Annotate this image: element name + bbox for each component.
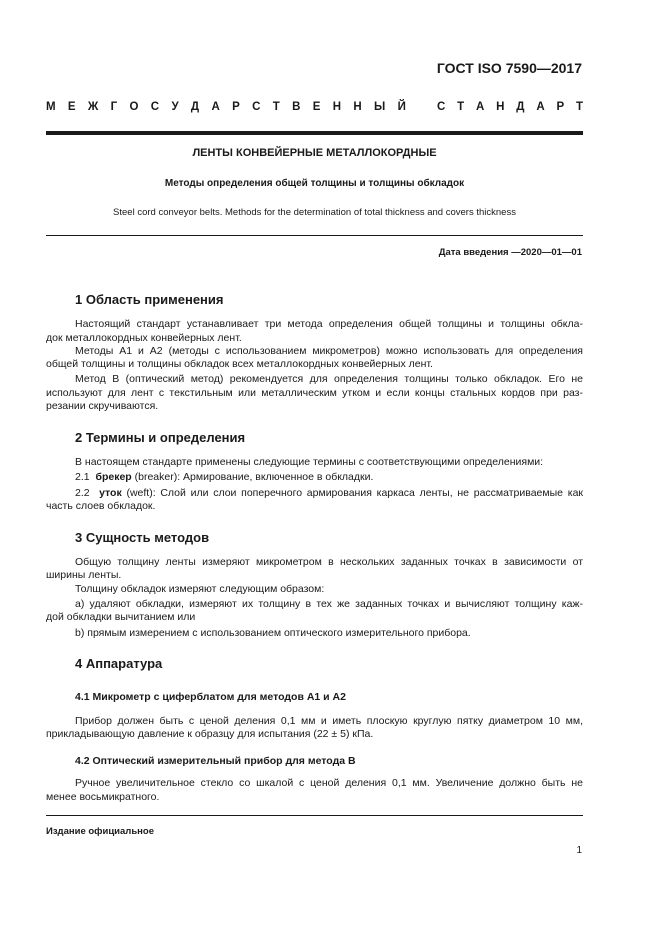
doc-type-letter: С	[252, 101, 261, 113]
s1-line-1: Настоящий стандарт устанавливает три метода определения общей толщины и толщины обкла-	[75, 318, 583, 330]
term-weft	[75, 487, 583, 499]
s1-line-7: резании скручиваются.	[46, 400, 159, 412]
doc-type-letter: Р	[232, 101, 240, 113]
doc-type-letter: Д	[516, 101, 525, 113]
footer-rule	[46, 815, 583, 816]
term-breaker	[75, 471, 583, 483]
s2-intro: В настоящем стандарте применены следующие термины с соответствующими определениями:	[75, 456, 544, 468]
subsection-4-1-heading: 4.1 Микрометр с циферблатом для методов А1 и А2	[75, 691, 346, 703]
s3-line-2: ширины ленты.	[46, 569, 122, 581]
doc-type-letter: Н	[332, 101, 342, 113]
term-definition: (weft): Слой или слои поперечного армирования каркаса ленты, не рассматриваемые как	[126, 487, 583, 499]
doc-type-letter: Е	[312, 101, 321, 113]
doc-type-letter: В	[292, 101, 301, 113]
s1-line-6: используют для лент с текстильным или металлическим утком и если концы стальных кордов при раз-	[46, 387, 583, 399]
header-rule	[46, 131, 583, 135]
doc-type-letter: А	[536, 101, 545, 113]
section-1-heading: 1 Область применения	[75, 292, 224, 307]
doc-type-letter: М	[46, 101, 56, 113]
subsection-4-2-heading: 4.2 Оптический измерительный прибор для метода В	[75, 755, 356, 767]
title-rule	[46, 235, 583, 236]
doc-type-letter: Е	[67, 101, 76, 113]
doc-type-letter: Ы	[374, 101, 386, 113]
doc-type-letter: Й	[397, 101, 406, 113]
term-name: уток	[99, 487, 122, 499]
document-type	[46, 101, 583, 113]
section-2-heading: 2 Термины и определения	[75, 430, 246, 445]
doc-type-letter: Т	[575, 101, 583, 113]
term-number: 2.2	[75, 487, 90, 499]
doc-type-letter: А	[211, 101, 220, 113]
doc-type-letter: Т	[272, 101, 280, 113]
doc-type-letter: Т	[457, 101, 465, 113]
term-weft-continued: часть слоев обкладок.	[46, 500, 156, 512]
s1-line-2: док металлокордных конвейерных лент.	[46, 332, 242, 344]
term-name: брекер	[95, 471, 132, 483]
term-number: 2.1	[75, 471, 90, 483]
doc-type-letter: Г	[110, 101, 118, 113]
s1-line-3: Методы А1 и А2 (методы с использованием микрометров) можно использовать для определения	[75, 345, 583, 357]
s3-line-3: Толщину обкладок измеряют следующим образом:	[75, 583, 325, 595]
doc-type-letter: Ж	[87, 101, 99, 113]
section-3-heading: 3 Сущность методов	[75, 530, 210, 545]
s1-line-4: общей толщины и толщины обкладок всех металлокордных конвейерных лент.	[46, 358, 433, 370]
doc-type-letter: Р	[556, 101, 565, 113]
doc-type-letter: Н	[353, 101, 362, 113]
official-edition-note: Издание официальное	[46, 826, 154, 837]
doc-type-letter: С	[437, 101, 446, 113]
s3-line-1: Общую толщину ленты измеряют микрометром в нескольких заданных точках в зависимости от	[75, 556, 583, 568]
doc-type-letter: Н	[496, 101, 505, 113]
document-title-english: Steel cord conveyor belts. Methods for the determination of total thickness and covers thickness	[113, 207, 516, 218]
s4-1-line-2: прикладывающую давление к образцу для испытания (22 ± 5) кПа.	[46, 728, 374, 740]
doc-type-word-1	[46, 101, 406, 113]
s3-line-5: дой обкладки вычитанием или	[46, 611, 196, 623]
s3-line-6: b) прямым измерением с использованием оптического измерительного прибора.	[75, 627, 471, 639]
document-title: ЛЕНТЫ КОНВЕЙЕРНЫЕ МЕТАЛЛОКОРДНЫЕ	[192, 147, 437, 159]
s4-2-line-2: менее восьмикратного.	[46, 791, 160, 803]
doc-type-letter: Д	[190, 101, 200, 113]
doc-type-letter: О	[129, 101, 139, 113]
doc-type-letter: У	[171, 101, 179, 113]
s3-line-4: а) удаляют обкладки, измеряют их толщину в тех же заданных точках и вычисляют толщину каж-	[75, 598, 583, 610]
s4-2-line-1: Ручное увеличительное стекло со шкалой с ценой деления 0,1 мм. Увеличение должно быть не	[75, 777, 583, 789]
introduction-date: Дата введения —2020—01—01	[438, 247, 582, 258]
doc-type-word-2	[437, 101, 583, 113]
page-number: 1	[576, 845, 582, 856]
doc-type-letter: А	[476, 101, 485, 113]
section-4-heading: 4 Аппаратура	[75, 656, 163, 671]
s4-1-line-1: Прибор должен быть с ценой деления 0,1 мм и иметь плоскую круглую пятку диаметром 10 мм,	[75, 715, 583, 727]
document-code: ГОСТ ISO 7590—2017	[436, 60, 582, 76]
s1-line-5: Метод В (оптический метод) рекомендуется для определения толщины только обкладок. Его не	[75, 373, 583, 385]
doc-type-letter: С	[150, 101, 160, 113]
document-subtitle: Методы определения общей толщины и толщины обкладок	[164, 178, 465, 189]
term-definition: (breaker): Армирование, включенное в обкладки.	[134, 471, 374, 483]
